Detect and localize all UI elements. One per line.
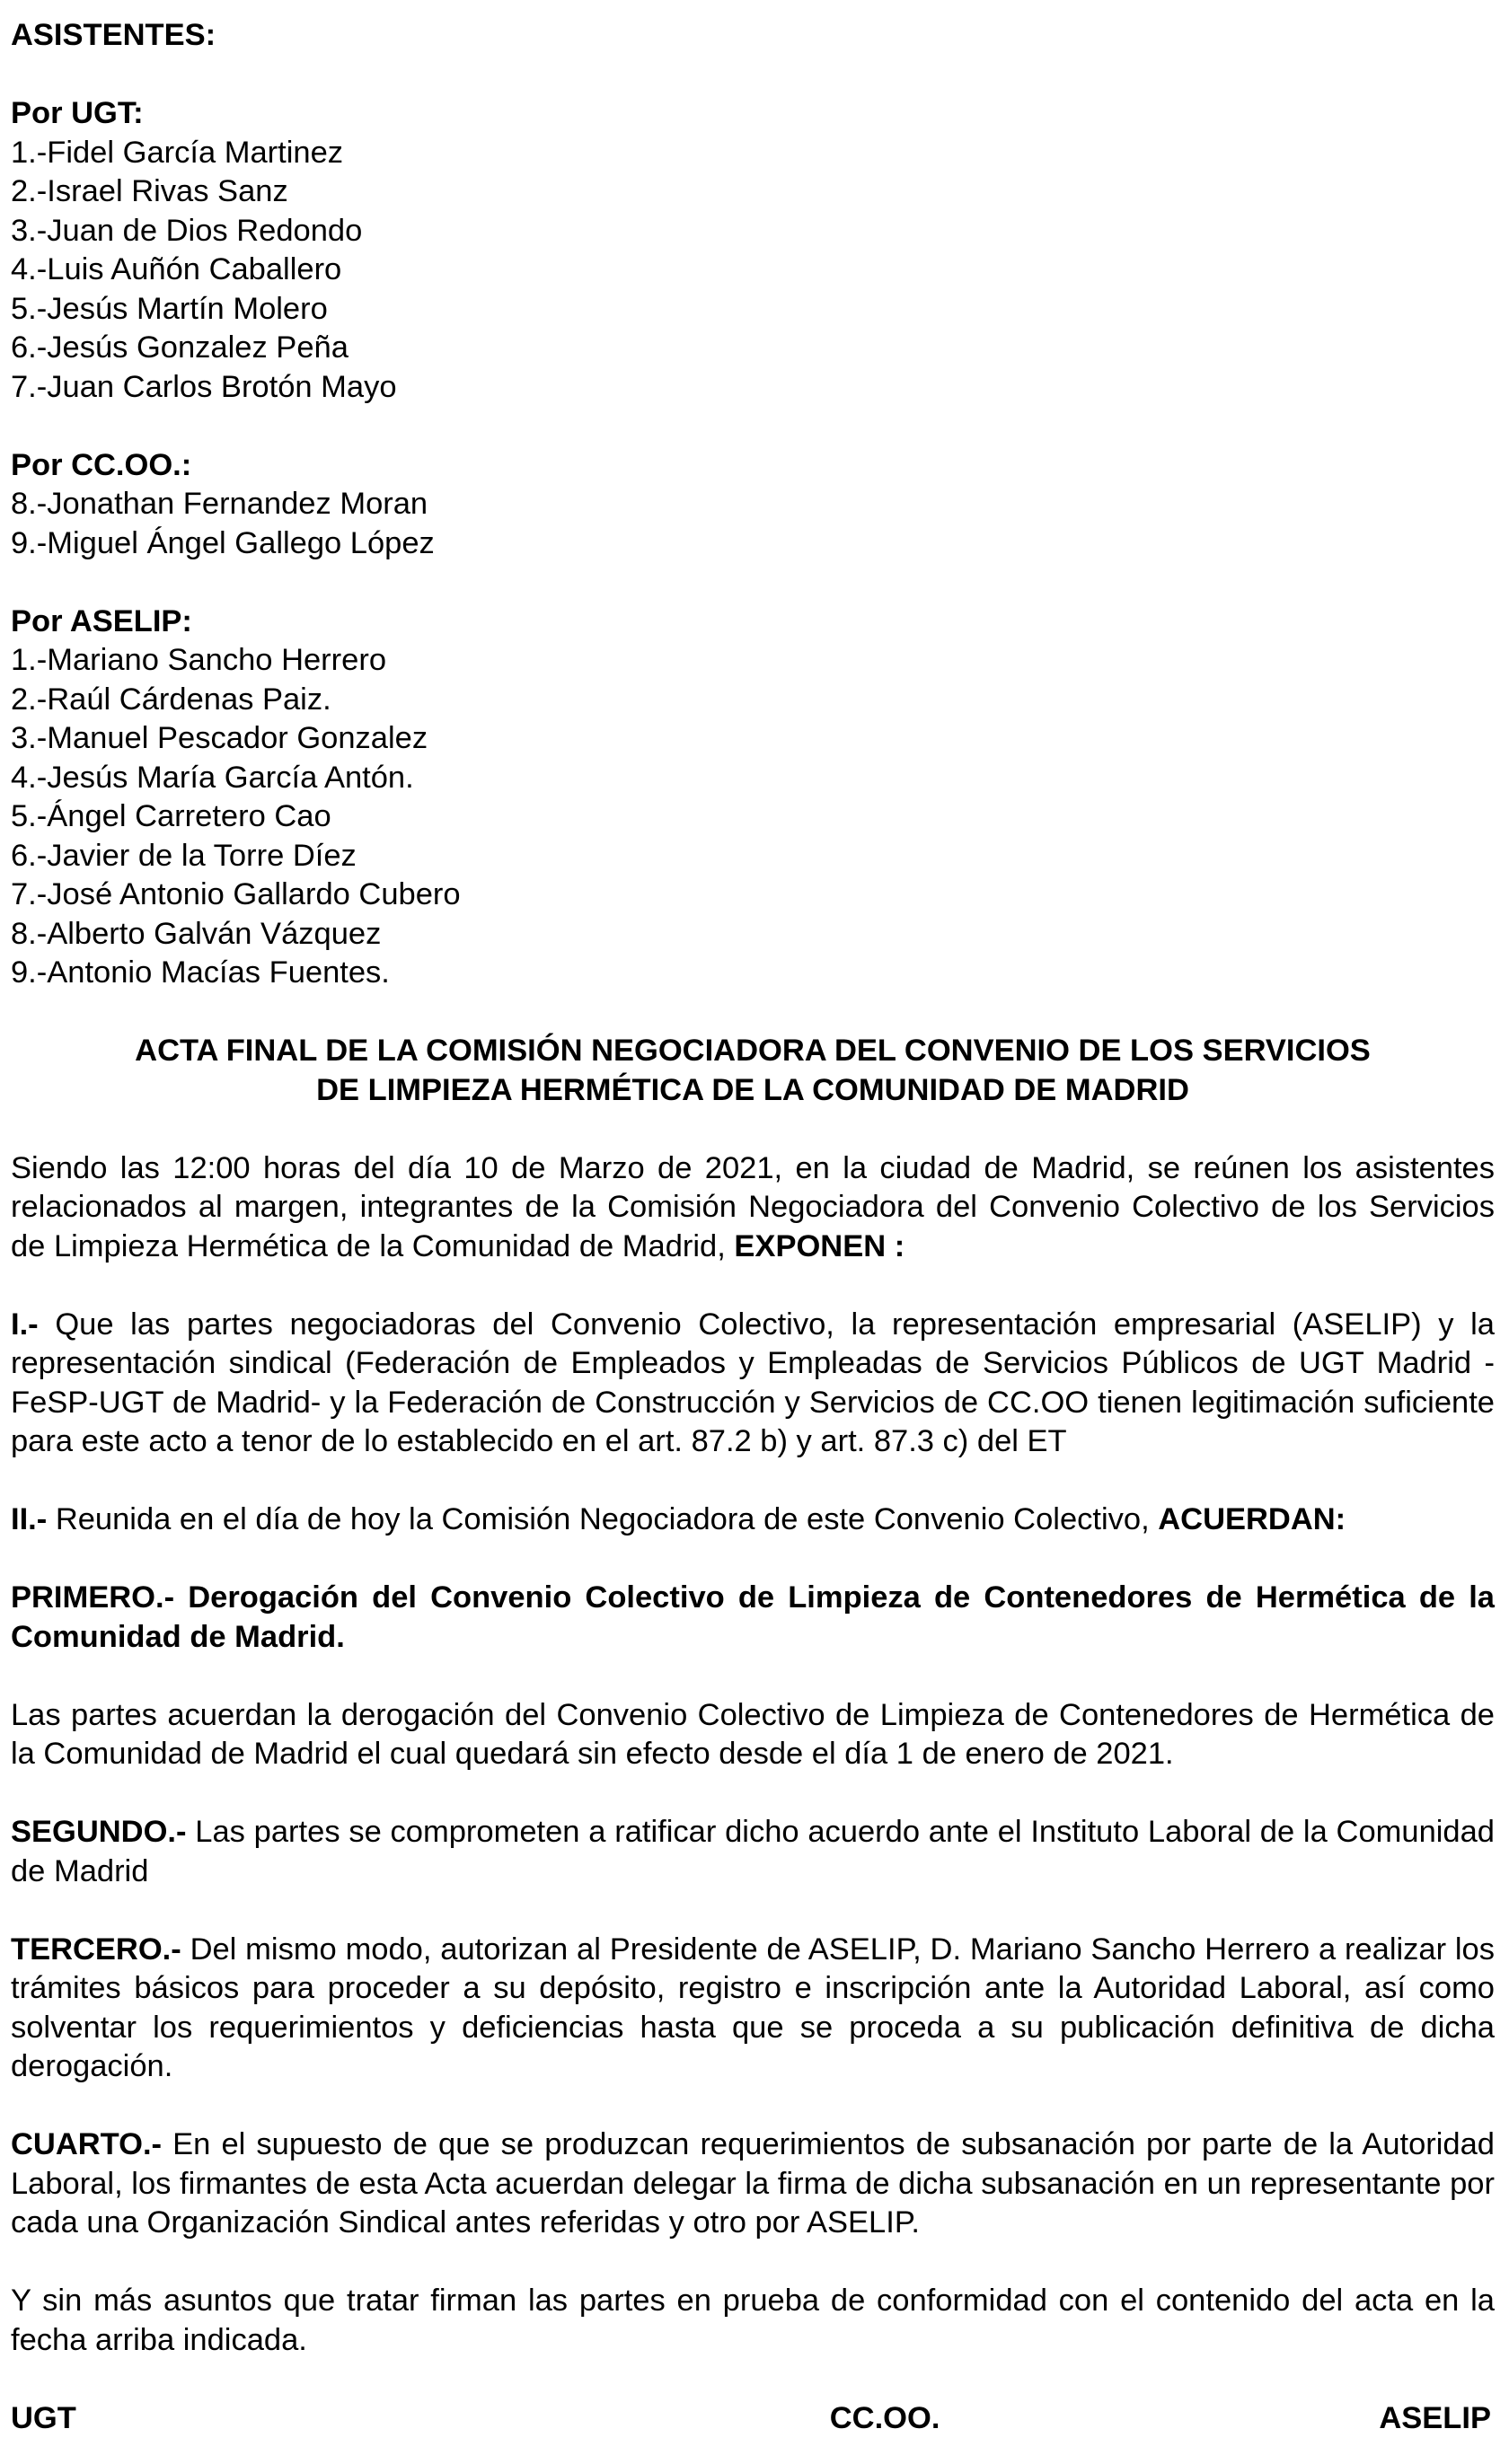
segundo-lead: SEGUNDO.- <box>11 1815 187 1849</box>
list-item: 4.-Jesús María García Antón. <box>11 760 414 795</box>
point-i-paragraph <box>11 1306 1495 1462</box>
group-title-aselip: Por ASELIP: <box>11 603 192 638</box>
cuarto-paragraph <box>11 2125 1495 2243</box>
list-item: 9.-Miguel Ángel Gallego López <box>11 525 435 560</box>
acta-title-line-2: DE LIMPIEZA HERMÉTICA DE LA COMUNIDAD DE MADRID <box>316 1072 1189 1107</box>
tercero-paragraph <box>11 1931 1495 2087</box>
list-item: 4.-Luis Auñón Caballero <box>11 252 342 286</box>
exponen-label: EXPONEN : <box>734 1228 905 1263</box>
list-item: 5.-Ángel Carretero Cao <box>11 799 331 833</box>
list-item: 8.-Alberto Galván Vázquez <box>11 916 382 951</box>
list-item: 1.-Mariano Sancho Herrero <box>11 643 387 677</box>
tercero-lead: TERCERO.- <box>11 1932 181 1967</box>
list-item: 6.-Jesús Gonzalez Peña <box>11 330 349 365</box>
point-i-text: Que las partes negociadoras del Convenio Colectivo, la representación empresarial (ASELIP) y la representación sindical (Federación de Empleados y Empleadas de Servicios Públicos de UGT Madrid - FeSP-UGT de Madrid- y la Federación de Construcción y Servicios de CC.OO tienen legitimación suficiente para este acto a tenor de lo establecido en el art. 87.2 b) y art. 87.3 c) del ET <box>11 1307 1495 1458</box>
primero-heading: PRIMERO.- Derogación del Convenio Colectivo de Limpieza de Contenedores de Hermética de la Comunidad de Madrid. <box>11 1580 1495 1654</box>
closing-paragraph: Y sin más asuntos que tratar firman las partes en prueba de conformidad con el contenido del acta en la fecha arriba indicada. <box>11 2284 1495 2357</box>
acuerdan-label: ACUERDAN: <box>1158 1502 1346 1536</box>
list-item: 2.-Raúl Cárdenas Paiz. <box>11 682 331 717</box>
list-item: 3.-Manuel Pescador Gonzalez <box>11 721 428 755</box>
signature-ccoo: CC.OO. <box>829 2400 940 2435</box>
intro-paragraph <box>11 1149 1495 1267</box>
segundo-paragraph <box>11 1813 1495 1891</box>
list-item: 7.-Juan Carlos Brotón Mayo <box>11 369 397 404</box>
cuarto-lead: CUARTO.- <box>11 2127 163 2161</box>
list-item: 8.-Jonathan Fernandez Moran <box>11 487 428 521</box>
list-item: 9.-Antonio Macías Fuentes. <box>11 955 390 990</box>
intro-text: Siendo las 12:00 horas del día 10 de Marzo de 2021, en la ciudad de Madrid, se reúnen los asistentes relacionados al margen, integrantes de la Comisión Negociadora del Convenio Colectivo de los Servicios de Limpieza Hermética de la Comunidad de Madrid, <box>11 1150 1495 1263</box>
list-item: 2.-Israel Rivas Sanz <box>11 174 288 208</box>
point-i-lead: I.- <box>11 1307 39 1342</box>
point-ii-paragraph <box>11 1500 1495 1540</box>
group-title-ugt: Por UGT: <box>11 96 144 130</box>
list-item: 3.-Juan de Dios Redondo <box>11 213 363 248</box>
signature-aselip: ASELIP <box>1379 2400 1491 2435</box>
member-list-ccoo <box>11 485 1495 563</box>
list-item: 6.-Javier de la Torre Díez <box>11 838 357 873</box>
point-ii-lead: II.- <box>11 1502 48 1536</box>
document-page <box>11 16 1495 2438</box>
segundo-text: Las partes se comprometen a ratificar dicho acuerdo ante el Instituto Laboral de la Comunidad de Madrid <box>11 1815 1495 1888</box>
cuarto-text: En el supuesto de que se produzcan requerimientos de subsanación por parte de la Autoridad Laboral, los firmantes de esta Acta acuerdan delegar la firma de dicha subsanación en un representante por cada una Organización Sindical antes referidas y otro por ASELIP. <box>11 2127 1495 2240</box>
member-list-ugt <box>11 134 1495 408</box>
tercero-text: Del mismo modo, autorizan al Presidente de ASELIP, D. Mariano Sancho Herrero a realizar los trámites básicos para proceder a su depósito, registro e inscripción ante la Autoridad Laboral, así como solventar los requerimientos y deficiencias hasta que se proceda a su publicación definitiva de dicha derogación. <box>11 1932 1495 2083</box>
list-item: 5.-Jesús Martín Molero <box>11 291 328 326</box>
list-item: 1.-Fidel García Martinez <box>11 135 344 170</box>
primero-body: Las partes acuerdan la derogación del Convenio Colectivo de Limpieza de Contenedores de Hermética de la Comunidad de Madrid el cual quedará sin efecto desde el día 1 de enero de 2021. <box>11 1697 1495 1771</box>
signature-row <box>11 2399 1495 2439</box>
point-ii-text: Reunida en el día de hoy la Comisión Negociadora de este Convenio Colectivo, <box>47 1502 1159 1536</box>
acta-title-line-1: ACTA FINAL DE LA COMISIÓN NEGOCIADORA DEL CONVENIO DE LOS SERVICIOS <box>135 1034 1371 1068</box>
member-list-aselip <box>11 641 1495 993</box>
group-title-ccoo: Por CC.OO.: <box>11 447 192 482</box>
asistentes-heading: ASISTENTES: <box>11 18 216 52</box>
list-item: 7.-José Antonio Gallardo Cubero <box>11 877 461 911</box>
signature-ugt: UGT <box>11 2400 76 2435</box>
